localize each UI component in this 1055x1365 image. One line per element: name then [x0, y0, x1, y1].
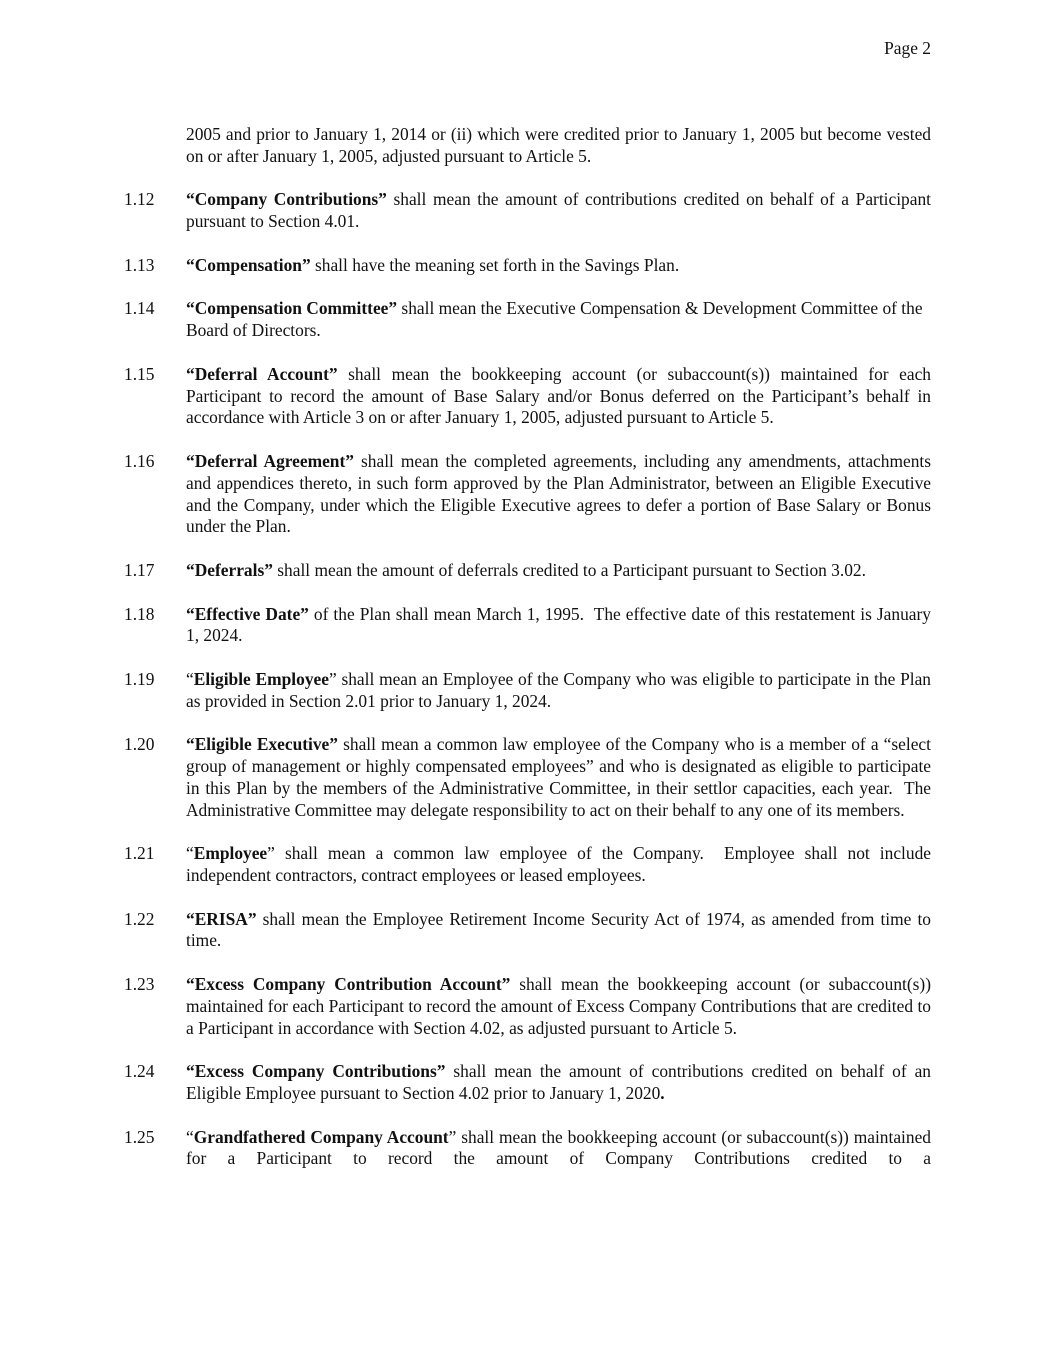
definition-text: [186, 1127, 931, 1171]
definition-body: shall mean the amount of contributions credited on behalf of an Eligible Employee pursuant to Section 4.02 prior to January 1, 2020: [186, 1061, 931, 1104]
definition-text: [186, 1061, 931, 1105]
section-number: 1.13: [124, 254, 155, 275]
definition-text: [186, 189, 931, 233]
close-quote: ”: [328, 668, 337, 689]
definition-1-15: [124, 364, 931, 429]
definition-body: shall mean the Employee Retirement Income Security Act of 1974, as amended from time to time.: [186, 908, 931, 951]
section-number: 1.19: [124, 668, 155, 689]
section-number: 1.23: [124, 974, 155, 995]
definition-text: [186, 364, 931, 429]
defined-term: “Deferral Agreement”: [186, 450, 354, 471]
defined-term: “Compensation Committee”: [186, 298, 398, 319]
open-quote: “: [186, 843, 194, 864]
defined-term: “Excess Company Contribution Account”: [186, 974, 511, 995]
definition-body: shall have the meaning set forth in the Savings Plan.: [310, 254, 680, 275]
definition-1-19: [124, 669, 931, 713]
definition-1-22: [124, 909, 931, 953]
open-quote: “: [186, 1126, 194, 1147]
document-body: [124, 124, 936, 1192]
definition-text: [186, 909, 931, 953]
definition-1-14: [124, 298, 931, 342]
definition-1-20: [124, 734, 936, 821]
definition-1-12: [124, 189, 931, 233]
definition-body: shall mean the bookkeeping account (or subaccount(s)) maintained for a Participant to record the amount of Company Contributions credited to a: [186, 1126, 931, 1169]
definition-1-17: [124, 560, 931, 582]
definition-text: [186, 560, 931, 582]
definition-text: [186, 603, 936, 648]
definition-body: shall mean a common law employee of the Company who is a member of a “select group of management or highly compensated employees” and who is designated as eligible to participate in this Plan by the members of the Administrative Committee, in their settlor capacities, each year. The Administrative Committee may delegate responsibility to act on their behalf to any one of its members.: [186, 734, 936, 820]
page-number: Page 2: [884, 38, 931, 58]
defined-term: Eligible Employee: [193, 668, 329, 689]
definition-text: [186, 669, 931, 713]
defined-term: Grandfathered Company Account: [193, 1126, 449, 1147]
section-number: 1.25: [124, 1126, 155, 1147]
section-number: 1.15: [124, 363, 155, 384]
section-number: 1.21: [124, 843, 155, 864]
defined-term: “Compensation”: [186, 254, 311, 275]
section-number: 1.17: [124, 559, 155, 580]
definition-1-23: [124, 974, 931, 1039]
definition-text: [186, 843, 936, 887]
defined-term: “Eligible Executive”: [186, 734, 338, 755]
section-number: 1.12: [124, 189, 155, 210]
defined-term: “Company Contributions”: [186, 189, 387, 210]
definition-body: shall mean the bookkeeping account (or subaccount(s)) maintained for each Participant to record the amount of Base Salary and/or Bonus deferred on the Participant’s behalf in accordance with Article 3 on or after January 1, 2005, adjusted pursuant to Article 5.: [186, 363, 932, 428]
continued-paragraph: 2005 and prior to January 1, 2014 or (ii) which were credited prior to January 1, 2005 but become vested on or after January 1, 2005, adjusted pursuant to Article 5.: [186, 124, 931, 166]
section-number: 1.24: [124, 1061, 155, 1082]
definition-body: shall mean the bookkeeping account (or subaccount(s)) maintained for each Participant to record the amount of Excess Company Contributions that are credited to a Participant in accordance with Section 4.02, as adjusted pursuant to Article 5.: [186, 974, 931, 1038]
defined-term: “ERISA”: [186, 908, 257, 929]
definition-body: shall mean the amount of deferrals credited to a Participant pursuant to Section 3.02.: [272, 559, 866, 580]
definition-text: [186, 451, 931, 538]
section-number: 1.22: [124, 908, 155, 929]
definition-text: [186, 734, 936, 821]
defined-term: Employee: [193, 843, 268, 864]
defined-term: “Deferrals”: [186, 559, 273, 580]
definition-text: [186, 255, 931, 277]
definition-body: shall mean a common law employee of the Company. Employee shall not include independent contractors, contract employees or leased employees.: [186, 843, 936, 886]
definition-text: [186, 298, 931, 342]
definition-body: shall mean the amount of contributions credited on behalf of a Participant pursuant to Section 4.01.: [186, 189, 931, 232]
section-number: 1.14: [124, 298, 155, 319]
defined-term: “Effective Date”: [186, 603, 309, 624]
close-quote: ”: [267, 843, 275, 864]
definition-body: shall mean the Executive Compensation & Development Committee of the Board of Directors.: [186, 298, 923, 341]
section-number: 1.16: [124, 450, 155, 471]
definition-1-18: [124, 603, 936, 648]
definition-body: shall mean the completed agreements, including any amendments, attachments and appendices thereto, in such form approved by the Plan Administrator, between an Eligible Executive and the Company, under which the Eligible Executive agrees to defer a portion of Base Salary or Bonus under the Plan.: [186, 450, 932, 537]
open-quote: “: [186, 668, 194, 689]
definition-body: of the Plan shall mean March 1, 1995. The effective date of this restatement is January 1, 2024.: [186, 603, 936, 646]
defined-term: “Excess Company Contributions”: [186, 1061, 446, 1082]
bold-period: .: [660, 1083, 665, 1104]
definition-1-16: [124, 451, 931, 538]
definition-1-25: [124, 1127, 931, 1171]
section-number: 1.20: [124, 734, 155, 755]
defined-term: “Deferral Account”: [186, 363, 338, 384]
definition-1-13: [124, 255, 931, 277]
section-number: 1.18: [124, 603, 155, 624]
definition-body: shall mean an Employee of the Company who was eligible to participate in the Plan as provided in Section 2.01 prior to January 1, 2024.: [186, 668, 931, 711]
definition-1-24: [124, 1061, 931, 1105]
definition-1-21: [124, 843, 936, 887]
definition-text: [186, 974, 931, 1039]
close-quote: ”: [448, 1126, 457, 1147]
